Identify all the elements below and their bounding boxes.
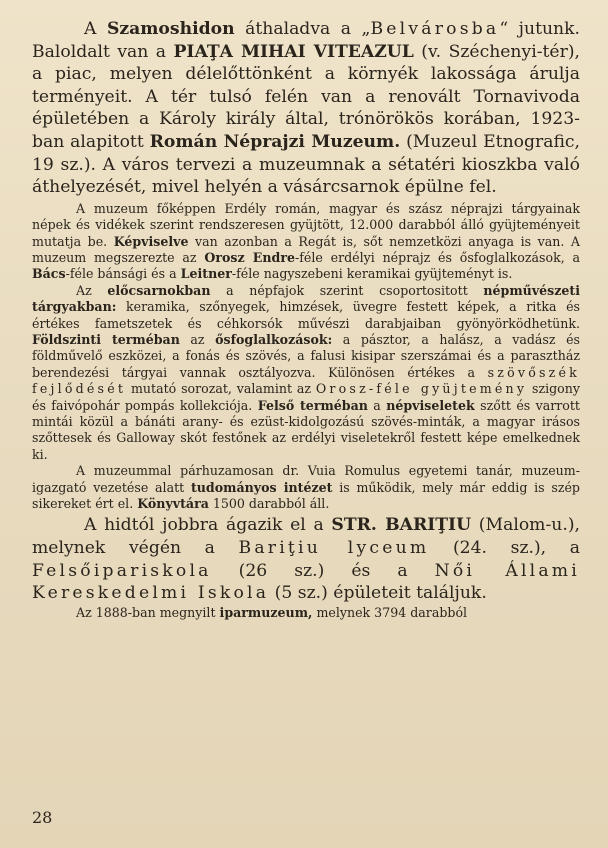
- text-run: a népfajok szerint csoportositott: [210, 282, 484, 298]
- text-run: (Malom-u.), melynek végén a: [32, 515, 580, 559]
- bold-run: STR. BARIŢIU: [331, 515, 472, 536]
- bold-run: Orosz Endre: [204, 249, 295, 265]
- bold-run: Képviselve: [113, 233, 189, 249]
- text-run: A muzeummal párhuzamosan dr. Vuia Romulus egyetemi tanár, muzeum-igazgató vezetése alatt: [32, 463, 580, 495]
- paragraph-museum-collections: [32, 201, 580, 283]
- text-run: A: [84, 19, 107, 39]
- text-run: Az: [76, 282, 108, 298]
- spaced-run: Belvárosba: [370, 19, 500, 39]
- text-run: a pásztor, a halász, a vadász és földművelő eszközei, a fonás és szövés, a falusi kisipar szerszámai és a parasztház berendezési tárgyai vannak osztályozva. Különösen értékes a: [32, 332, 580, 380]
- text-run: szőtt és varrott mintái közül a bánáti arany- és ezüst-kidolgozású szövés-minták, a magyar irásos szőttesek és Galloway skót festőnek az erdélyi viseletekről festett képe emelkednek ki.: [32, 397, 580, 462]
- text-run: A muzeum főképpen Erdély román, magyar és szász néprajzi tárgyainak népek és vidékek szerint rendszeresen gyüjtött, 12.000 darabból álló gyüjteményeit mutatja be.: [32, 200, 580, 249]
- paragraph-research-institute: [32, 463, 580, 512]
- text-run: “ jutunk. Baloldalt van a: [32, 19, 580, 62]
- bold-run: előcsarnokban: [107, 282, 211, 298]
- bold-run: iparmuzeum,: [219, 604, 313, 620]
- text-run: (26 sz.) és a: [211, 560, 435, 581]
- bold-run: Bács: [32, 266, 66, 282]
- paragraph-museum-halls: [32, 283, 580, 463]
- text-run: 1500 darabból áll.: [208, 496, 330, 512]
- text-run: áthaladva a „: [234, 19, 371, 39]
- text-run: keramika, szőnyegek, himzések, üvegre festett képek, a ritka és értékes fametszetek és céhkorsók művészi darabjaiban gyönyörködhetünk.: [32, 299, 580, 331]
- bold-run: Szamoshidon: [106, 19, 235, 39]
- text-run: (24. sz.), a: [429, 538, 580, 559]
- page-number: 28: [32, 808, 53, 827]
- text-run: (Muzeul Etnografic, 19 sz.). A város tervezi a muzeumnak a sétatéri kioszkba való áthelyezését, mivel helyén a vásárcsarnok épülne fel.: [32, 131, 581, 198]
- text-run: mutató sorozat, valamint az: [126, 381, 316, 397]
- text-run: szigony és faivópohár pompás kollekciója.: [32, 381, 580, 413]
- page-text: [32, 18, 580, 621]
- text-run: van azonban a Regát is, sőt nemzetközi anyaga is van. A muzeum megszerezte az: [32, 233, 580, 265]
- paragraph-str-baritiu: [32, 514, 580, 604]
- spaced-run: Orosz-féle gyüjtemény: [315, 381, 528, 397]
- spaced-run: Bariţiu lyceum: [238, 538, 430, 559]
- bold-run: Felső terméban: [257, 397, 368, 413]
- text-run: is működik, mely már eddig is szép sikereket ért el.: [32, 479, 580, 512]
- bold-run: ősfoglalkozások:: [215, 332, 333, 347]
- text-run: A hidtól jobbra ágazik el a: [84, 515, 332, 536]
- text-run: melynek 3794 darabból: [312, 604, 468, 620]
- text-run: a: [367, 397, 387, 413]
- text-run: (5 sz.) épületeit találjuk.: [269, 583, 487, 604]
- text-run: az: [179, 332, 216, 347]
- bold-run: Leitner: [180, 266, 232, 282]
- spaced-run: szövőszék fejlődését: [32, 364, 580, 397]
- bold-run: tudományos intézet: [190, 479, 333, 495]
- spaced-run: Női Állami Kereskedelmi Iskola: [32, 560, 580, 604]
- bold-run: népviseletek: [386, 397, 475, 413]
- bold-run: Könyvtára: [137, 496, 209, 512]
- paragraph-piata-mihai-viteazul: [32, 18, 580, 199]
- text-run: (v. Széchenyi-tér), a piac, melyen délelőttönként a környék lakossága árulja terményeit. A tér tulsó felén van a renovált Tornavivoda épületében a Károly király által, trónörökös korában, 1923-ban alapitott: [32, 41, 580, 152]
- text-run: -féle erdélyi néprajz és ősfoglalkozások, a: [294, 249, 581, 265]
- bold-run: Földszinti terméban: [32, 332, 180, 347]
- bold-run: népművészeti tárgyakban:: [32, 282, 581, 315]
- bold-run: Román Néprajzi Muzeum.: [149, 131, 401, 152]
- text-run: -féle bánsági és a: [65, 266, 181, 282]
- spaced-run: Felsőipariskola: [32, 560, 212, 581]
- bold-run: PIAŢA MIHAI VITEAZUL: [173, 41, 414, 62]
- text-run: -féle nagyszebeni keramikai gyüjteményt is.: [231, 266, 513, 282]
- text-run: Az 1888-ban megnyilt: [76, 604, 220, 620]
- paragraph-iparmuzeum: [32, 605, 580, 621]
